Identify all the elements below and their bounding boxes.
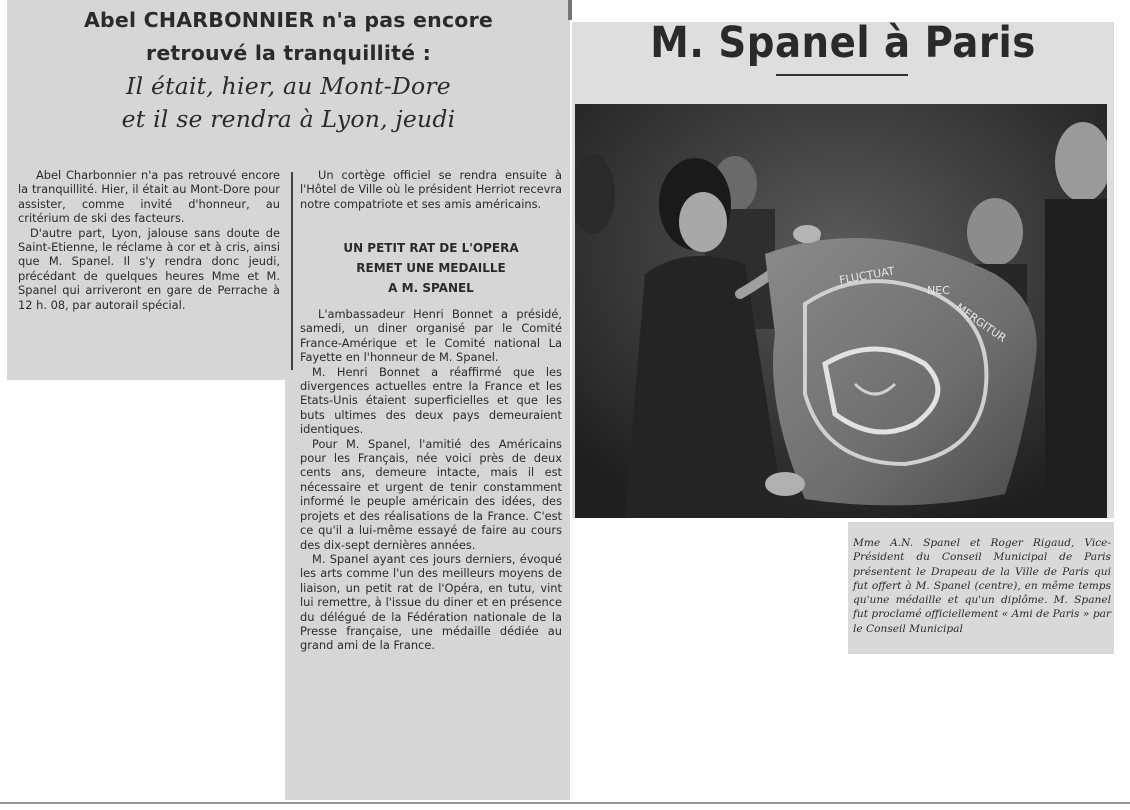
headline-line-4: et il se rendra à Lyon, jeudi: [121, 105, 456, 133]
headline-line-3: Il était, hier, au Mont-Dore: [126, 72, 451, 100]
subhead-line-1: UN PETIT RAT DE L'OPERA: [343, 241, 519, 255]
paragraph: M. Henri Bonnet a réaffirmé que les divergences actuelles entre la France et les Etats-Unis étaient superficielles et que les buts ultimes des deux pays demeuraient identiques.: [300, 364, 562, 437]
article2-title: M. Spanel à Paris: [650, 18, 1036, 68]
flag-motto-2: NEC: [927, 284, 950, 297]
title-underline: [776, 74, 908, 76]
article2-photo: [575, 104, 1107, 518]
article1-column2-intro: [300, 168, 562, 211]
subhead-line-2: REMET UNE MEDAILLE: [356, 261, 506, 275]
article1-subheading: [300, 238, 562, 298]
flag-motto-1: FLUCTUAT: [838, 264, 896, 287]
paragraph: D'autre part, Lyon, jalouse sans doute de Saint-Etienne, le réclame à cor et à cris, ainsi que M. Spanel. Il s'y rendra donc jeudi, précédant de quelques heures Mme et M. Spanel qui arriveront en gare de Perrache à 12 h. 08, par autorail spécial.: [18, 225, 280, 312]
article1-column2-body: [300, 307, 562, 653]
headline-line-1: Abel CHARBONNIER n'a pas encore: [83, 8, 493, 32]
flag-motto-3: MERGITUR: [953, 300, 1009, 345]
article1-headline: [7, 4, 570, 136]
page-margin: [0, 0, 7, 380]
paragraph: M. Spanel ayant ces jours derniers, évoqué les arts comme l'un des meilleurs moyens de liaison, un petit rat de l'Opéra, en tutu, vint lui remettre, à l'issue du diner et en présence du délégué de la Fédération nationale de la Presse française, une médaille dédiée au grand ami de la France.: [300, 551, 562, 653]
paragraph: Abel Charbonnier n'a pas retrouvé encore la tranquillité. Hier, il était au Mont-Dore pour assister, comme invité d'honneur, au critérium de ski des facteurs.: [18, 168, 280, 226]
paragraph: L'ambassadeur Henri Bonnet a présidé, samedi, un diner organisé par le Comité France-Amérique et le Comité national La Fayette en l'honneur de M. Spanel.: [300, 307, 562, 365]
photo-illustration: [575, 104, 1107, 518]
headline-line-2: retrouvé la tranquillité :: [146, 41, 431, 65]
photo-caption: Mme A.N. Spanel et Roger Rigaud, Vice-Président du Conseil Municipal de Paris présentent le Drapeau de la Ville de Paris qui fut offert à M. Spanel (centre), en même temps qu'une médaille et qu'un diplôme. M. Spanel fut proclamé officiellement « Ami de Paris » par le Conseil Municipal: [853, 537, 1111, 635]
page-bottom-rule: [0, 802, 1130, 804]
article1-column1: [18, 168, 280, 312]
paragraph: Pour M. Spanel, l'amitié des Américains pour les Français, née voici près de deux cents ans, demeure intacte, mais il est nécessaire et urgent de tenir constamment informé le peuple américain des idées, des projets et des réalisations de la France. C'est ce qu'il a lui-même essayé de faire au cours des dix-sept dernières années.: [300, 436, 562, 552]
subhead-line-3: A M. SPANEL: [388, 281, 474, 295]
paragraph: Un cortège officiel se rendra ensuite à l'Hôtel de Ville où le président Herriot recevra notre compatriote et ses amis américains.: [300, 168, 562, 211]
column-rule: [291, 172, 293, 370]
